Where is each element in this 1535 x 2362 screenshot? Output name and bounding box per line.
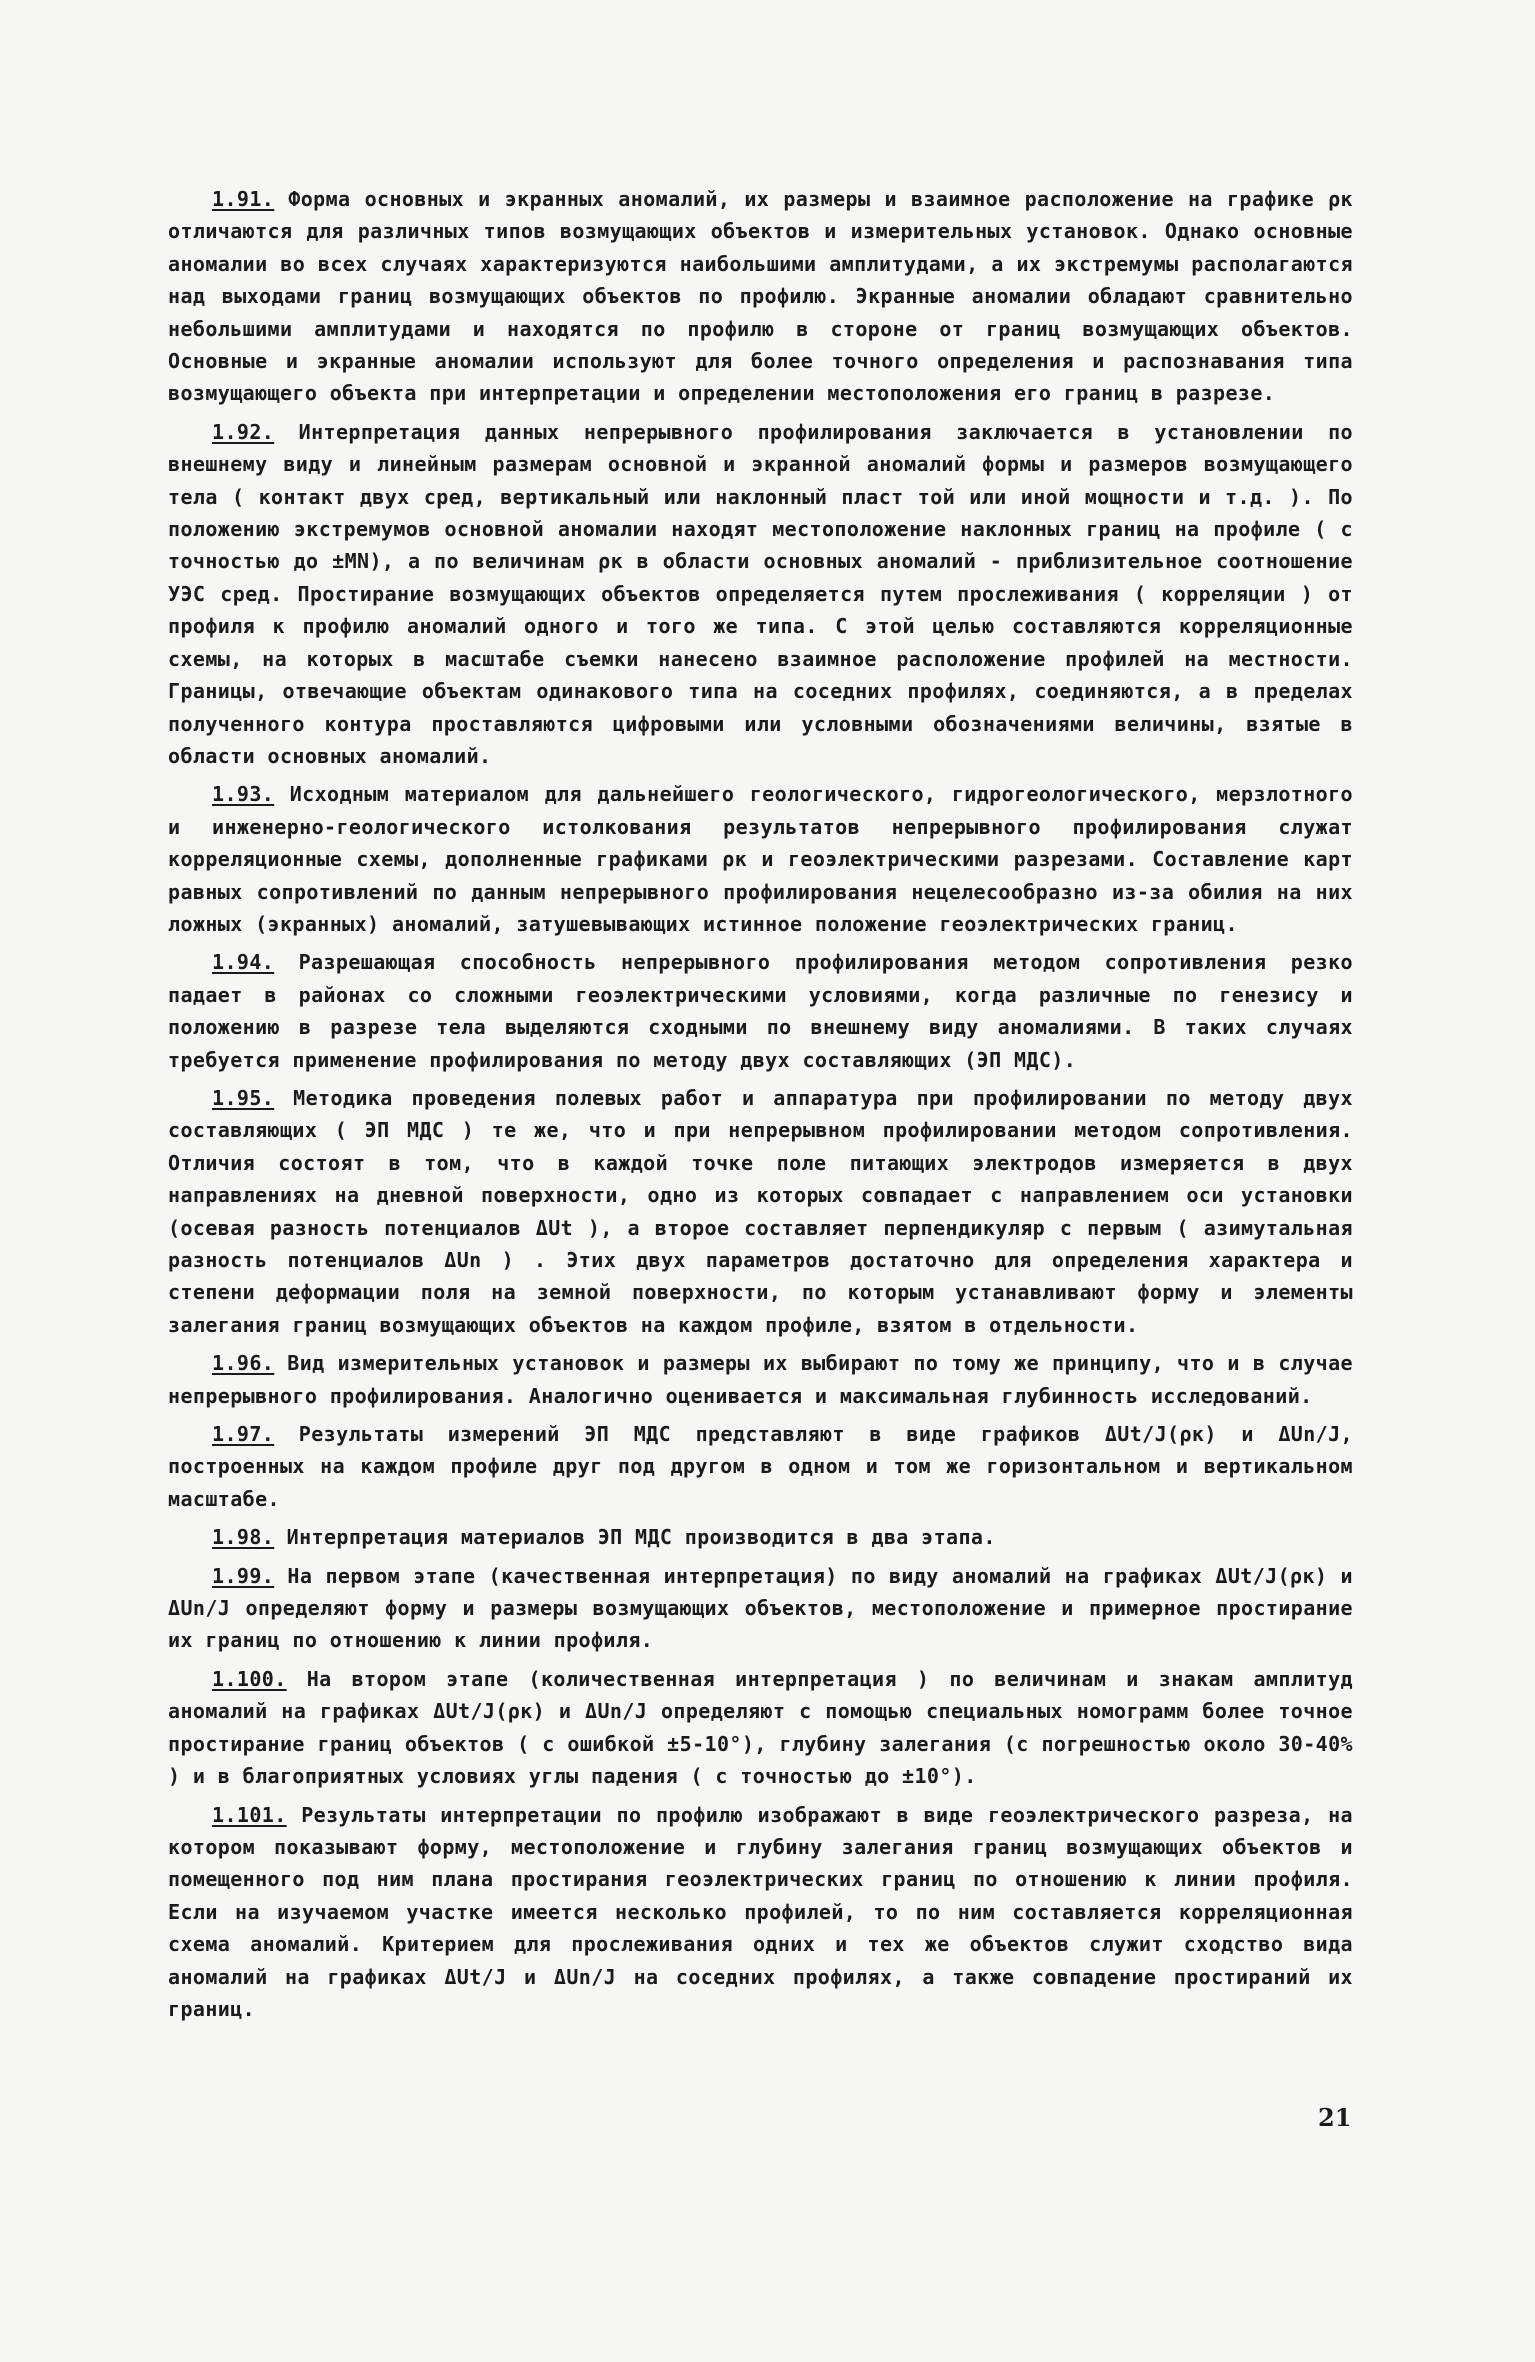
- section-number: 1.94.: [212, 950, 275, 975]
- paragraph-text: Интерпретация данных непрерывного профилирования заключается в установлении по внешнему виду и линейным размерам основной и экранной аномалий формы и размеров возмущающего тела ( контакт двух сред, вертикальный или наклонный пласт той или иной мощности и т.д. ). По положению экстремумов основной аномалии находят местоположение наклонных границ на профиле ( с точностью до ±MN), а по величинам ρк в области основных аномалий - приблизительное соотношение УЭС сред. Простирание возмущающих объектов определяется путем прослеживания ( корреляции ) от профиля к профилю аномалий одного и того же типа. С этой целью составляются корреляционные схемы, на которых в масштабе съемки нанесено взаимное расположение профилей на местности. Границы, отвечающие объектам одинакового типа на соседних профилях, соединяются, а в пределах полученного контура проставляются цифровыми или условными обозначениями величины, взятые в области основных аномалий.: [168, 419, 1353, 768]
- section-number: 1.96.: [212, 1351, 275, 1376]
- paragraph-text: Вид измерительных установок и размеры их выбирают по тому же принципу, что и в случае непрерывного профилирования. Аналогично оценивается и максимальная глубинность исследований.: [168, 1351, 1353, 1408]
- paragraph-1-100: [168, 1663, 1353, 1793]
- paragraph-text: Результаты интерпретации по профилю изображают в виде геоэлектрического разреза, на котором показывают форму, местоположение и глубину залегания границ возмущающих объектов и помещенного под ним плана простирания геоэлектрических границ по отношению к линии профиля. Если на изучаемом участке имеется несколько профилей, то по ним составляется корреляционная схема аномалий. Критерием для прослеживания одних и тех же объектов служит сходство вида аномалий на графиках ΔUt/J и ΔUn/J на соседних профилях, а также совпадение простираний их границ.: [168, 1802, 1353, 2021]
- paragraph-1-93: [168, 778, 1353, 940]
- paragraph-1-101: [168, 1799, 1353, 2026]
- paragraph-text: Форма основных и экранных аномалий, их размеры и взаимное расположение на графике ρк отличаются для различных типов возмущающих объектов и измерительных установок. Однако основные аномалии во всех случаях характеризуются наибольшими амплитудами, а их экстремумы располагаются над выходами границ возмущающих объектов по профилю. Экранные аномалии обладают сравнительно небольшими амплитудами и находятся по профилю в стороне от границ возмущающих объектов. Основные и экранные аномалии используют для более точного определения и распознавания типа возмущающего объекта при интерпретации и определении местоположения его границ в разрезе.: [168, 187, 1353, 406]
- paragraph-text: Интерпретация материалов ЭП МДС производится в два этапа.: [286, 1525, 996, 1550]
- paragraph-text: Методика проведения полевых работ и аппаратура при профилировании по методу двух составляющих ( ЭП МДС ) те же, что и при непрерывном профилировании методом сопротивления. Отличия состоят в том, что в каждой точке поле питающих электродов измеряется в двух направлениях на дневной поверхности, одно из которых совпадает с направлением оси установки (осевая разность потенциалов ΔUt ), а второе составляет перпендикуляр с первым ( азимутальная разность потенциалов ΔUn ) . Этих двух параметров достаточно для определения характера и степени деформации поля на земной поверхности, по которым устанавливают форму и элементы залегания границ возмущающих объектов на каждом профиле, взятом в отдельности.: [168, 1085, 1353, 1337]
- section-number: 1.98.: [212, 1525, 275, 1550]
- page-number: 21: [1318, 2103, 1352, 2132]
- paragraph-1-97: [168, 1418, 1353, 1515]
- section-number: 1.91.: [212, 187, 275, 211]
- paragraph-text: Разрешающая способность непрерывного профилирования методом сопротивления резко падает в районах со сложными геоэлектрическими условиями, когда различные по генезису и положению в разрезе тела выделяются сходными по внешнему виду аномалиями. В таких случаях требуется применение профилирования по методу двух составляющих (ЭП МДС).: [168, 950, 1353, 1072]
- section-number: 1.99.: [212, 1563, 275, 1588]
- section-number: 1.92.: [212, 419, 275, 444]
- section-number: 1.97.: [212, 1422, 275, 1447]
- body-text: [168, 183, 1353, 2031]
- paragraph-1-96: [168, 1347, 1353, 1412]
- paragraph-1-91: [168, 183, 1353, 410]
- paragraph-text: На втором этапе (количественная интерпретация ) по величинам и знакам амплитуд аномалий на графиках ΔUt/J(ρк) и ΔUn/J определяют с помощью специальных номограмм более точное простирание границ объектов ( с ошибкой ±5-10°), глубину залегания (с погрешностью около 30-40% ) и в благоприятных условиях углы падения ( с точностью до ±10°).: [168, 1666, 1353, 1789]
- paragraph-1-95: [168, 1082, 1353, 1341]
- paragraph-1-98: [168, 1521, 1353, 1553]
- paragraph-text: Результаты измерений ЭП МДС представляют в виде графиков ΔUt/J(ρк) и ΔUn/J, построенных на каждом профиле друг под другом в одном и том же горизонтальном и вертикальном масштабе.: [168, 1422, 1353, 1511]
- section-number: 1.95.: [212, 1085, 275, 1110]
- section-number: 1.100.: [212, 1666, 287, 1691]
- paragraph-1-99: [168, 1560, 1353, 1657]
- paragraph-text: На первом этапе (качественная интерпретация) по виду аномалий на графиках ΔUt/J(ρк) и ΔUn/J определяют форму и размеры возмущающих объектов, местоположение и примерное простирание их границ по отношению к линии профиля.: [168, 1563, 1353, 1653]
- section-number: 1.93.: [212, 782, 275, 807]
- paragraph-1-94: [168, 946, 1353, 1076]
- paragraph-1-92: [168, 416, 1353, 772]
- section-number: 1.101.: [212, 1802, 287, 1827]
- paragraph-text: Исходным материалом для дальнейшего геологического, гидрогеологического, мерзлотного и инженерно-геологического истолкования результатов непрерывного профилирования служат корреляционные схемы, дополненные графиками ρк и геоэлектрическими разрезами. Составление карт равных сопротивлений по данным непрерывного профилирования нецелесообразно из-за обилия на них ложных (экранных) аномалий, затушевывающих истинное положение геоэлектрических границ.: [168, 782, 1353, 936]
